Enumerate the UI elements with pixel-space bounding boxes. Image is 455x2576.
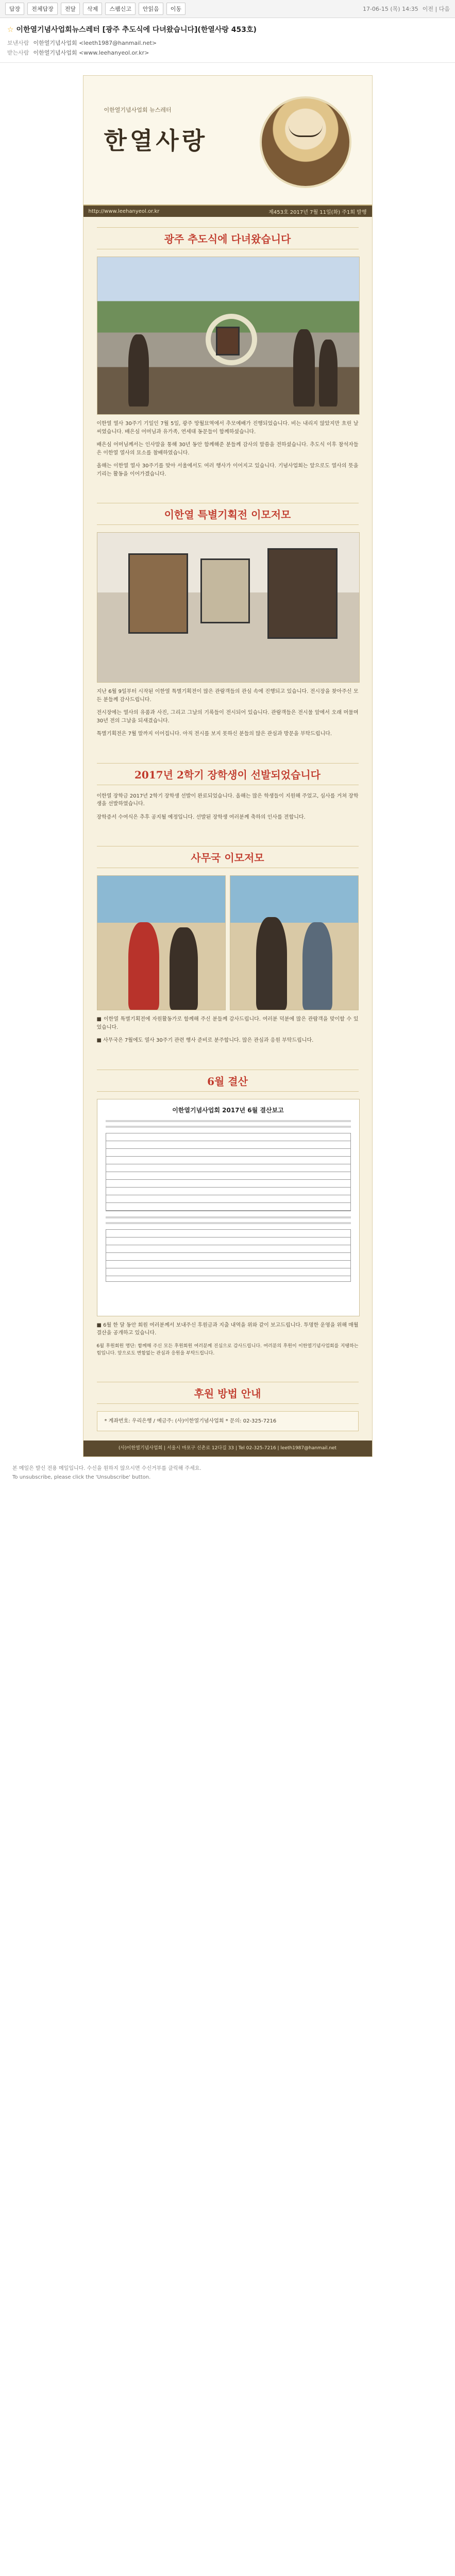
report-title: 이한열기념사업회 2017년 6월 결산보고 bbox=[172, 1106, 284, 1114]
section-settlement bbox=[83, 1059, 372, 1372]
reply-all-button[interactable]: 전체답장 bbox=[27, 3, 58, 15]
section-title: 후원 방법 안내 bbox=[97, 1382, 359, 1404]
exhibition-photo bbox=[97, 532, 360, 683]
prev-next-nav[interactable]: 이전 | 다음 bbox=[422, 6, 450, 12]
person-shape bbox=[302, 922, 332, 1010]
report-line bbox=[106, 1222, 351, 1224]
paragraph: 특별기획전은 7월 말까지 이어집니다. 아직 전시를 보지 못하신 분들의 많은 관심과 방문을 부탁드립니다. bbox=[96, 731, 332, 737]
office-photo bbox=[97, 875, 226, 1010]
paragraph: 이한열 열사 30주기 기일인 7월 5일, 광주 망월묘역에서 추모예배가 진행되었습니다. 비는 내리지 않았지만 흐린 날씨였습니다. 배은심 어머님과 유가족, 연세대 동문들이 함께하셨습니다. bbox=[96, 421, 359, 435]
donor-list: 6월 후원회원 명단: 함께해 주신 모든 후원회원 여러분께 진심으로 감사드립니다. 여러분의 후원이 이한열기념사업회를 지탱하는 힘입니다. 앞으로도 변함없는 관심과 응원을 부탁드립니다. bbox=[96, 1343, 359, 1356]
portrait-illustration bbox=[260, 96, 351, 188]
newsletter-info-bar bbox=[83, 206, 372, 217]
section-guide bbox=[83, 1371, 372, 1440]
mail-subject bbox=[7, 24, 448, 35]
office-photo bbox=[230, 875, 359, 1010]
star-icon[interactable]: ☆ bbox=[7, 26, 14, 34]
paragraph: 지난 6월 9일부터 시작된 이한열 특별기획전이 많은 관람객들의 관심 속에 진행되고 있습니다. 전시장을 찾아주신 모든 분들께 감사드립니다. bbox=[96, 689, 359, 703]
newsletter-header bbox=[83, 76, 372, 206]
settlement-report bbox=[97, 1099, 360, 1316]
from-value[interactable]: 이한열기념사업회 <leeth1987@hanmail.net> bbox=[33, 40, 157, 46]
newsletter bbox=[83, 75, 373, 1457]
person-shape bbox=[319, 340, 338, 406]
delete-button[interactable]: 삭제 bbox=[83, 3, 102, 15]
donation-guide: * 계좌번호: 우리은행 / 예금주: (사)이한열기념사업회 * 문의: 02-325-7216 bbox=[97, 1411, 359, 1431]
paragraph: ■ 6월 한 달 동안 회원 여러분께서 보내주신 후원금과 지출 내역을 위와 같이 보고드립니다. 투명한 운영을 위해 매월 결산을 공개하고 있습니다. bbox=[96, 1322, 359, 1336]
section-title: 이한열 특별기획전 이모저모 bbox=[97, 503, 359, 525]
unread-button[interactable]: 안읽음 bbox=[139, 3, 163, 15]
person-shape bbox=[170, 927, 198, 1010]
move-button[interactable]: 이동 bbox=[166, 3, 186, 15]
section-title: 사무국 이모저모 bbox=[97, 846, 359, 868]
subject-text: 이한열기념사업회뉴스레터 [광주 추도식에 다녀왔습니다](한열사랑 453호) bbox=[16, 26, 257, 34]
mail-body bbox=[0, 63, 455, 2576]
newsletter-footer: (사)이한열기념사업회 | 서울시 마포구 신촌로 12다길 33 | Tel 02-325-7216 | leeth1987@hanmail.net bbox=[83, 1440, 372, 1456]
section-office bbox=[83, 836, 372, 1059]
spam-button[interactable]: 스팸신고 bbox=[105, 3, 136, 15]
section-title: 광주 추도식에 다녀왔습니다 bbox=[97, 227, 359, 249]
memorial-photo bbox=[97, 257, 360, 415]
mail-date: 17-06-15 (목) 14:35 bbox=[362, 6, 418, 12]
report-table bbox=[106, 1133, 351, 1211]
exhibit-frame-shape bbox=[200, 558, 250, 623]
from-label: 보낸사람 bbox=[7, 40, 29, 46]
section-exhibition bbox=[83, 493, 372, 753]
paragraph: 올해는 이한열 열사 30주기를 맞아 서울에서도 여러 행사가 이어지고 있습니다. 기념사업회는 앞으로도 열사의 뜻을 기리는 활동을 이어가겠습니다. bbox=[96, 463, 359, 477]
newsletter-logo: 한열사랑 bbox=[104, 127, 208, 155]
unsubscribe-text-ko: 본 메일은 발신 전용 메일입니다. 수신을 원하지 않으시면 수신거부를 클릭해 주세요. bbox=[12, 1465, 201, 1471]
paragraph: ■ 이한열 특별기획전에 자원활동가로 함께해 주신 분들께 감사드립니다. 여러분 덕분에 많은 관람객을 맞이할 수 있었습니다. bbox=[96, 1016, 359, 1030]
unsubscribe-notice bbox=[0, 1457, 455, 1482]
to-row bbox=[7, 48, 448, 57]
person-shape bbox=[128, 334, 149, 406]
paragraph: ■ 사무국은 7월에도 열사 30주기 관련 행사 준비로 분주합니다. 많은 관심과 응원 부탁드립니다. bbox=[96, 1038, 314, 1043]
person-shape bbox=[293, 329, 315, 406]
report-line bbox=[106, 1126, 351, 1128]
paragraph: 전시장에는 열사의 유품과 사진, 그리고 그날의 기록들이 전시되어 있습니다. 관람객들은 전시물 앞에서 오래 머물며 30년 전의 그날을 되새겼습니다. bbox=[96, 710, 359, 724]
exhibit-frame-shape bbox=[267, 548, 338, 639]
report-table bbox=[106, 1229, 351, 1282]
section-title: 6월 결산 bbox=[97, 1070, 359, 1092]
office-photos bbox=[97, 875, 359, 1010]
section-scholarship bbox=[83, 753, 372, 836]
section-memorial bbox=[83, 217, 372, 493]
unsubscribe-text-en: To unsubscribe, please click the 'Unsubscribe' button. bbox=[12, 1474, 151, 1480]
mail-header bbox=[0, 18, 455, 63]
person-shape bbox=[128, 922, 159, 1010]
report-line bbox=[106, 1216, 351, 1218]
to-value[interactable]: 이한열기념사업회 <www.leehanyeol.or.kr> bbox=[33, 49, 149, 56]
forward-button[interactable]: 전달 bbox=[61, 3, 80, 15]
mail-toolbar bbox=[0, 0, 455, 18]
person-shape bbox=[256, 917, 287, 1010]
exhibit-frame-shape bbox=[128, 553, 188, 634]
site-link[interactable]: http://www.leehanyeol.or.kr bbox=[88, 208, 160, 214]
from-row bbox=[7, 39, 448, 47]
paragraph: 이한열 장학금 2017년 2학기 장학생 선발이 완료되었습니다. 올해는 많은 학생들이 지원해 주었고, 심사를 거쳐 장학생을 선발하였습니다. bbox=[96, 793, 359, 807]
toolbar-right bbox=[363, 5, 450, 13]
report-line bbox=[106, 1120, 351, 1122]
paragraph: 장학증서 수여식은 추후 공지될 예정입니다. 선발된 장학생 여러분께 축하의 인사를 전합니다. bbox=[96, 814, 306, 820]
issue-info: 제453호 2017년 7월 11일(화) 주1회 발행 bbox=[268, 209, 367, 215]
portrait-frame-shape bbox=[216, 327, 240, 355]
section-title: 2017년 2학기 장학생이 선발되었습니다 bbox=[97, 763, 359, 785]
reply-button[interactable]: 답장 bbox=[5, 3, 24, 15]
paragraph: 배은심 어머님께서는 인사말을 통해 30년 동안 함께해준 분들께 감사의 말씀을 전하셨습니다. 추도식 이후 참석자들은 이한열 열사의 묘소를 참배하였습니다. bbox=[96, 442, 359, 456]
to-label: 받는사람 bbox=[7, 49, 29, 56]
newsletter-small-title: 이한열기념사업회 뉴스레터 bbox=[104, 107, 172, 113]
